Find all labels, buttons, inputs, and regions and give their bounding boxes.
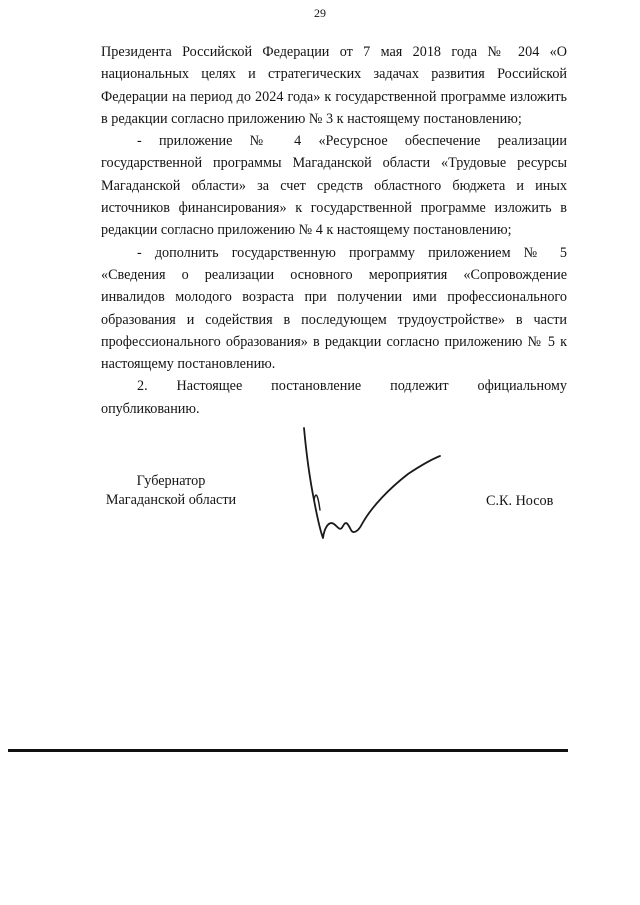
page-number: 29 bbox=[314, 6, 326, 20]
footer-divider bbox=[8, 749, 568, 752]
document-body bbox=[101, 41, 567, 420]
signatory-name: С.К. Носов bbox=[486, 493, 554, 509]
paragraph-appendix-4: - приложение № 4 «Ресурсное обеспечение реализации государственной программы Магаданской области «Трудовые ресурсы Магаданской области» за счет средств областного бюджета и иных источников финансирования» к государственной программе изложить в редакции согласно приложению № 4 к настоящему постановлению; bbox=[101, 133, 567, 239]
handwritten-signature bbox=[290, 420, 450, 550]
signatory-title-line1: Губернатор bbox=[136, 473, 206, 489]
paragraph-continuation: Президента Российской Федерации от 7 мая 2018 года № 204 «О национальных целях и стратегических задачах развития Российской Федерации на период до 2024 года» к государственной программе изложить в редакции согласно приложению № 3 к настоящему постановлению; bbox=[101, 44, 567, 127]
signatory-title-line2: Магаданской области bbox=[105, 492, 237, 508]
signatory-title bbox=[96, 472, 246, 510]
paragraph-appendix-5: - дополнить государственную программу приложением № 5 «Сведения о реализации основного мероприятия «Сопровождение инвалидов молодого возраста при получении ими профессионального образования и содействия в последующем трудоустройстве» в части профессионального образования» в редакции согласно приложению № 5 к настоящему постановлению. bbox=[101, 244, 567, 373]
paragraph-publication: 2. Настоящее постановление подлежит официальному опубликованию. bbox=[101, 378, 567, 417]
